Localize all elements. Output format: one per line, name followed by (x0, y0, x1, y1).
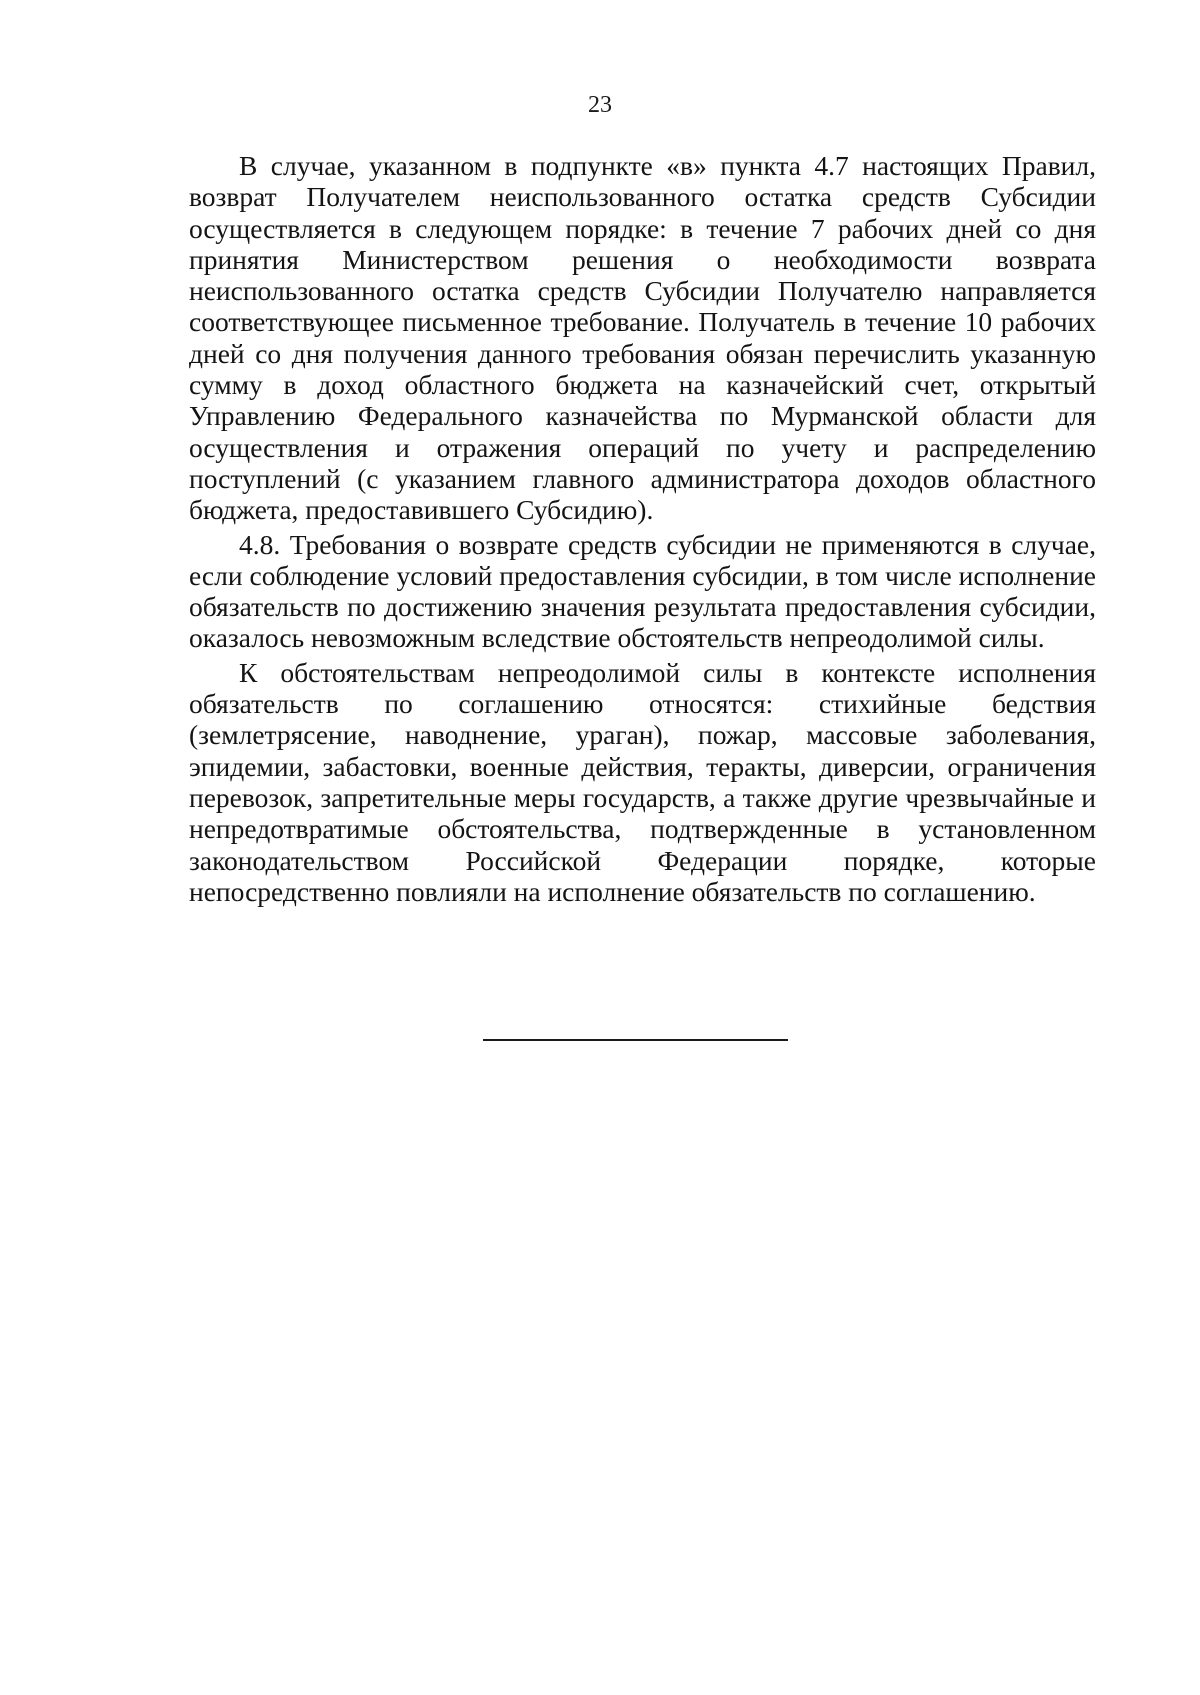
page-number: 23 (588, 92, 612, 118)
paragraph-refund-procedure: В случае, указанном в подпункте «в» пункта 4.7 настоящих Правил, возврат Получателем неиспользованного остатка средств Субсидии осуществляется в следующем порядке: в течение 7 рабочих дней со дня принятия Министерством решения о необходимости возврата неиспользованного остатка средств Субсидии Получателю направляется соответствующее письменное требование. Получатель в течение 10 рабочих дней со дня получения данного требования обязан перечислить указанную сумму в доход областного бюджета на казначейский счет, открытый Управлению Федерального казначейства по Мурманской области для осуществления и отражения операций по учету и распределению поступлений (с указанием главного администратора доходов областного бюджета, предоставившего Субсидию). (189, 150, 1096, 526)
paragraph-4-8: 4.8. Требования о возврате средств субсидии не применяются в случае, если соблюдение условий предоставления субсидии, в том числе исполнение обязательств по достижению значения результата предоставления субсидии, оказалось невозможным вследствие обстоятельств непреодолимой силы. (189, 528, 1096, 654)
end-divider-line (483, 1039, 788, 1041)
paragraph-force-majeure: К обстоятельствам непреодолимой силы в контексте исполнения обязательств по соглашению относятся: стихийные бедствия (землетрясение, наводнение, ураган), пожар, массовые заболевания, эпидемии, забастовки, военные действия, теракты, диверсии, ограничения перевозок, запретительные меры государств, а также другие чрезвычайные и непредотвратимые обстоятельства, подтвержденные в установленном законодательством Российской Федерации порядке, которые непосредственно повлияли на исполнение обязательств по соглашению. (189, 656, 1096, 907)
document-body (189, 150, 1096, 907)
